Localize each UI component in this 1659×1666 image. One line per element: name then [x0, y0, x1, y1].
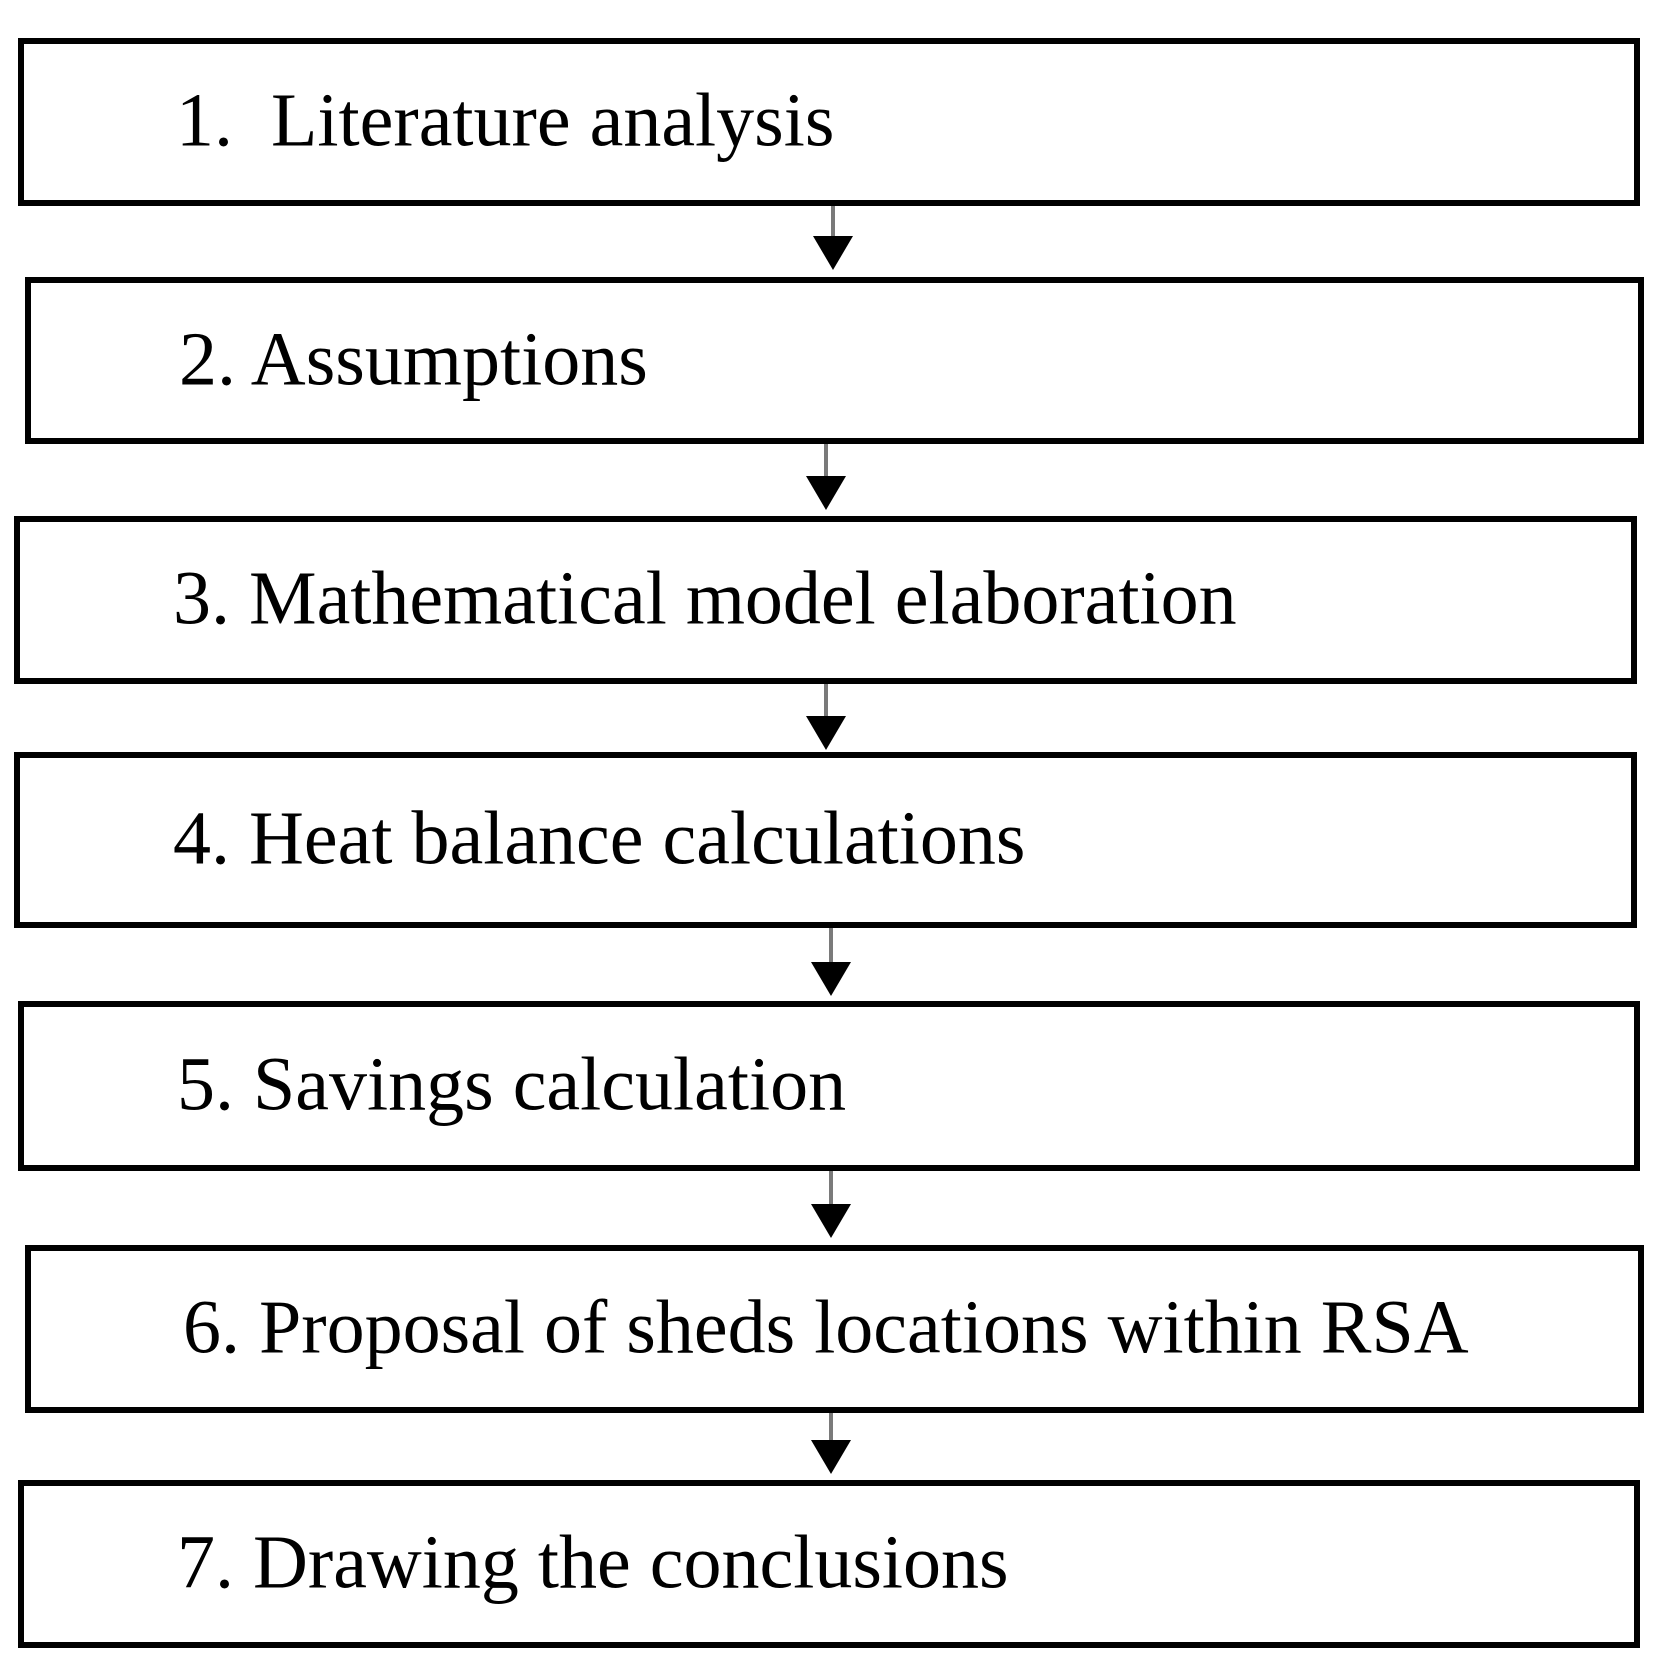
arrowhead-6-7 [811, 1440, 851, 1474]
step-label-6: 6. Proposal of sheds locations within RSA [183, 1285, 1469, 1370]
step-label-7: 7. Drawing the conclusions [177, 1520, 1009, 1605]
connector-3-4 [824, 684, 828, 716]
step-box-4 [14, 752, 1637, 928]
step-label-3: 3. Mathematical model elaboration [173, 556, 1237, 641]
step-box-2 [25, 277, 1644, 444]
step-label-1: 1. Literature analysis [176, 78, 835, 163]
connector-1-2 [831, 206, 835, 236]
step-label-2: 2. Assumptions [179, 316, 648, 401]
arrowhead-3-4 [806, 716, 846, 750]
connector-2-3 [824, 444, 828, 476]
step-box-1 [18, 38, 1640, 206]
step-label-4: 4. Heat balance calculations [173, 796, 1026, 881]
step-label-5: 5. Savings calculation [177, 1042, 847, 1127]
arrowhead-1-2 [813, 236, 853, 270]
step-box-3 [14, 516, 1637, 684]
arrowhead-2-3 [806, 476, 846, 510]
arrowhead-5-6 [811, 1204, 851, 1238]
step-box-5 [18, 1001, 1640, 1171]
arrowhead-4-5 [811, 962, 851, 996]
step-box-6 [25, 1245, 1644, 1413]
step-box-7 [18, 1480, 1640, 1648]
connector-6-7 [829, 1413, 833, 1441]
